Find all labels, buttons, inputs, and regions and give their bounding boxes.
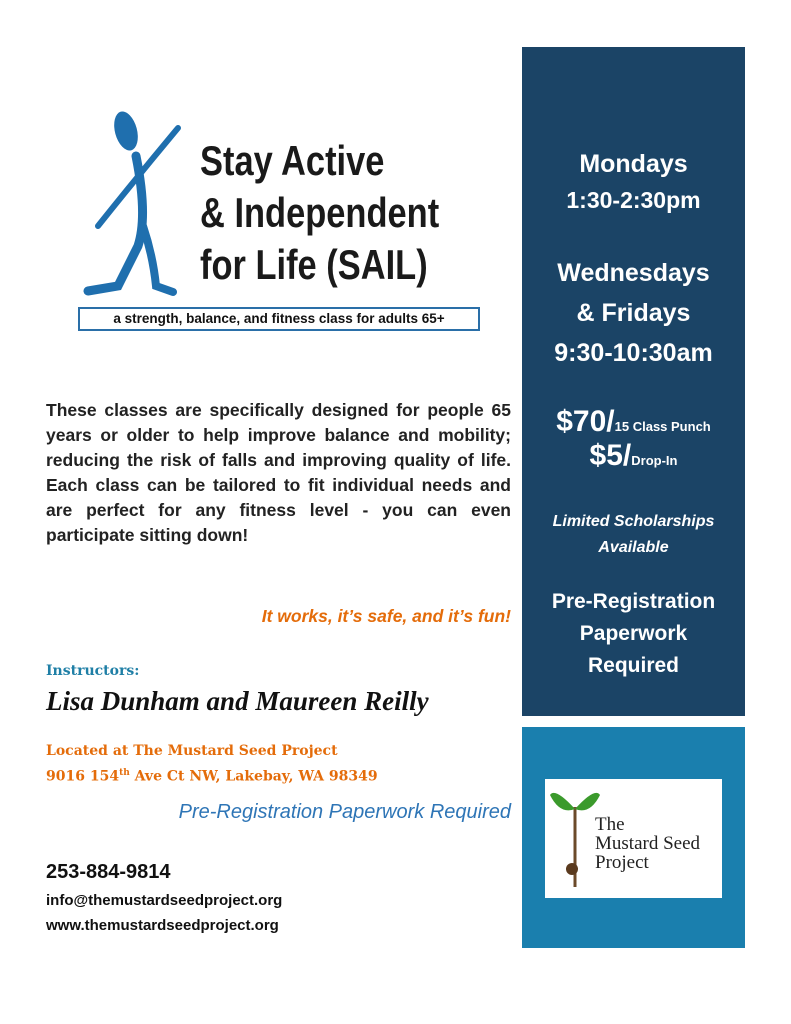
scholarship-line: Available [598,539,669,556]
logo-title [200,135,439,291]
price-label: Drop-In [631,453,678,468]
mustard-seed-logo [545,779,722,898]
prereg-note: Pre-Registration Paperwork Required [178,801,511,823]
description: These classes are specifically designed for people 65 years or older to help improve balance and mobility; reducing the risk of falls and improving quality of life. Each class can be tailored to fit individual needs and are perfect for any fitness level - you can even participate sitting down! [46,400,511,545]
org-name-line: Mustard Seed [595,833,701,854]
price: $5/ [589,439,632,472]
logo-title-line: & Independent [200,189,440,236]
time: 9:30-10:30am [554,339,713,367]
website-link[interactable]: www.themustardseedproject.org [46,917,279,934]
instructors-names: Lisa Dunham and Maureen Reilly [46,686,429,716]
org-name-line: Project [595,852,649,873]
tagline: It works, it’s safe, and it’s fun! [261,606,511,626]
day: Wednesdays [557,259,710,287]
phone[interactable]: 253-884-9814 [46,861,171,883]
prereg-line: Paperwork [579,622,688,645]
org-name [595,815,700,872]
scholarship-line: Limited Scholarships [552,513,715,530]
day: Mondays [579,150,688,178]
instructors-label: Instructors: [46,663,140,679]
logo-title-line: for Life (SAIL) [200,241,428,288]
logo-subtitle: a strength, balance, and fitness class for adults 65+ [78,307,480,331]
org-name-line: The [595,814,625,835]
scholarships [522,509,745,561]
price: $70/ [556,405,615,438]
schedule-panel [522,47,745,716]
walking-figure-icon [78,96,208,306]
panel-prereg [522,586,745,682]
schedule-block-1 [522,144,745,216]
pricing [522,405,745,473]
email-link[interactable]: info@themustardseedproject.org [46,892,283,909]
location-address [46,762,378,788]
logo-title-line: Stay Active [200,137,385,184]
location-name: Located at The Mustard Seed Project [46,743,338,759]
address-part: Ave Ct NW, Lakebay, WA 98349 [129,768,378,785]
schedule-block-2 [522,253,745,373]
address-sup: th [119,768,130,778]
address-part: 9016 154 [46,768,120,785]
location [46,740,378,788]
time: 1:30-2:30pm [566,187,701,213]
prereg-line: Required [587,654,679,677]
day: & Fridays [576,299,691,327]
price-label: 15 Class Punch [614,419,711,434]
sprout-icon [550,787,600,897]
prereg-line: Pre-Registration [551,590,716,613]
